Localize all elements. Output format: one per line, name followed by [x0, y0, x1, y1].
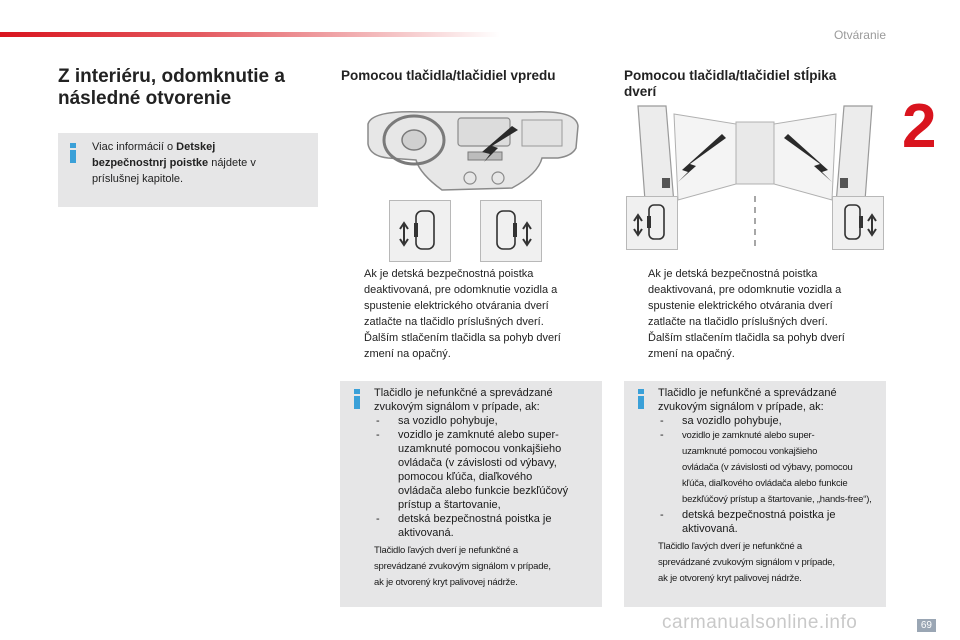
sliding-door-left-icon: [390, 201, 450, 261]
section-title: Otváranie: [833, 28, 886, 42]
info-icon: [70, 143, 76, 163]
dashboard-illustration: [362, 104, 584, 196]
header-accent-bar: [0, 32, 500, 37]
list-item: - vozidlo je zamknuté alebo super- uzamknuté pomocou vonkajšieho ovládača (v závislosti od výbavy, pomocou kľúča, diaľkového ovládača alebo funkcie bezkľúčový prístup a štartovanie, „hands-free“),: [660, 429, 872, 505]
list-item: - sa vozidlo pohybuje,: [376, 415, 498, 427]
list-item: Ďalším stlačením tlačidla sa pohyb dverí zmení na opačný.: [364, 332, 561, 360]
page-number: 69: [917, 619, 936, 632]
door-button-right-illustration: [480, 200, 542, 262]
note-text: Tlačidlo je nefunkčné a sprevádzané zvukovým signálom v prípade, ak: - sa vozidlo pohybuje, - vozidlo je zamknuté alebo super- uzamknuté pomocou vonkajšieho ovládača (v závislosti od výbavy, pomocou kľúča, diaľkového ovládača alebo funkcie bezkľúčový prístup a štartovanie, „hands-free“), - detská bezpečnostná poistka je aktivovaná. Tlačidlo ľavých dverí je nefunkčné a sprevádzané zvukovým signálom v prípade, ak je otvorený kryt palivovej nádrže.: [658, 386, 882, 587]
info-icon: [638, 389, 644, 409]
list-item: Ak je detská bezpečnostná poistka deaktivovaná, pre odomknutie vozidla a spustenie elektrického otvárania dverí zatlačte na tlačidlo príslušných dverí.: [648, 268, 842, 328]
front-instructions: [340, 266, 602, 362]
info-icon: [354, 389, 360, 409]
note-box-front: [340, 381, 602, 607]
dashboard-drawing: [362, 104, 584, 196]
list-item: - detská bezpečnostná poistka je aktivovaná.: [376, 513, 552, 539]
pillar-button-right-illustration: [832, 196, 884, 250]
list-item: - vozidlo je zamknuté alebo super- uzamknuté pomocou vonkajšieho ovládača (v závislosti od výbavy, pomocou kľúča, diaľkového ovládača alebo funkcie bezkľúčový prístup a štartovanie,: [376, 429, 569, 511]
note-box-pillar: [624, 381, 886, 607]
pillar-buttons-heading: Pomocou tlačidla/tlačidiel stĺpika dverí: [624, 68, 837, 99]
note-text: Tlačidlo je nefunkčné a sprevádzané zvukovým signálom v prípade, ak: - sa vozidlo pohybuje, - vozidlo je zamknuté alebo super- uzamknuté pomocou vonkajšieho ovládača (v závislosti od výbavy, pomocou kľúča, diaľkového ovládača alebo funkcie bezkľúčový prístup a štartovanie, - detská bezpečnostná poistka je aktivovaná. Tlačidlo ľavých dverí je nefunkčné a sprevádzané zvukovým signálom v prípade, ak je otvorený kryt palivovej nádrže.: [374, 386, 598, 591]
info-box-text: Viac informácií o Detskej bezpečnostnrj poistke nájdete v príslušnej kapitole.: [92, 141, 256, 185]
chapter-number: 2: [902, 92, 937, 161]
list-item: - sa vozidlo pohybuje,: [660, 415, 782, 427]
sliding-door-right-icon: [481, 201, 541, 261]
sliding-door-left-icon: [627, 197, 677, 249]
pillar-instructions: [624, 266, 886, 362]
door-button-left-illustration: [389, 200, 451, 262]
pillar-button-left-illustration: [626, 196, 678, 250]
list-item: Ak je detská bezpečnostná poistka deaktivovaná, pre odomknutie vozidla a spustenie elektrického otvárania dverí zatlačte na tlačidlo príslušných dverí.: [364, 268, 558, 328]
front-buttons-heading: Pomocou tlačidla/tlačidiel vpredu: [341, 68, 556, 83]
sliding-door-right-icon: [833, 197, 883, 249]
page-title: Z interiéru, odomknutie a následné otvorenie: [58, 66, 285, 109]
info-box-child-lock: [58, 133, 318, 207]
list-item: - detská bezpečnostná poistka je aktivovaná.: [660, 509, 836, 535]
list-item: Ďalším stlačením tlačidla sa pohyb dverí zmení na opačný.: [648, 332, 845, 360]
watermark: carmanualsonline.info: [662, 612, 858, 633]
